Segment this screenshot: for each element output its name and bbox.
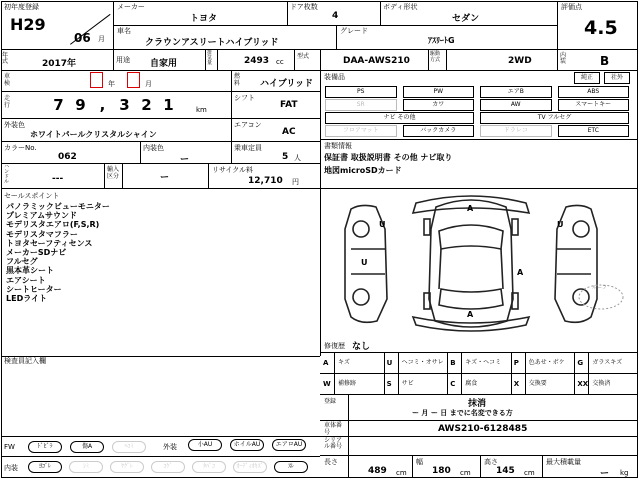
ext-color-label: 外装色 (4, 121, 25, 129)
sales-point-item: メーカーSDナビ (6, 248, 67, 258)
color-no-value: 062 (58, 152, 77, 162)
doors-label: ドア枚数 (290, 3, 318, 11)
diagram-mark: A (467, 204, 474, 213)
equipment-item: ABS (558, 86, 630, 98)
documents-line2: 地図microSDカード (324, 166, 402, 175)
condition-pill: ｼﾐ (69, 461, 103, 473)
height-label: 高さ (484, 458, 498, 466)
reg-month: 06 (74, 31, 91, 45)
maker-value: トヨタ (190, 14, 218, 24)
mileage-digit: 9 (75, 96, 86, 114)
legend-value: 色あせ・ボケ (528, 359, 565, 366)
sales-point-item: エアシート (6, 275, 46, 285)
fw-items (28, 440, 158, 454)
condition-pill: ﾍｺﾐ (112, 441, 146, 453)
sales-point-item: パノラミックビューモニター (6, 202, 110, 211)
aircon-label: エアコン (234, 121, 262, 129)
width-value: 180 (432, 466, 451, 476)
documents-line1: 保証書 取扱説明書 その他 ナビ取り (324, 153, 453, 162)
condition-pill: ホイルAU (230, 439, 264, 451)
legend-key: S (386, 380, 392, 388)
displacement-unit: cc (276, 58, 284, 66)
model-year-value: 2017年 (42, 59, 77, 69)
sales-points-list (6, 202, 246, 303)
equipment-item: SR (325, 99, 397, 111)
condition-pill: ｵｰﾃﾞｨｵｷｽﾞ (233, 461, 267, 473)
legend-value: ヘコミ・オサレ (401, 359, 444, 366)
height-value: 145 (496, 466, 515, 476)
maker-label: メーカー (117, 3, 145, 11)
int-color-value: ー (180, 155, 190, 165)
legend-value: キズ・ヘコミ (465, 359, 502, 366)
dimensions (320, 455, 638, 478)
legend-key: B (450, 359, 456, 367)
capacity-value: 5 (282, 152, 289, 162)
fw-label: FW (4, 443, 15, 451)
inspection-month-box[interactable] (127, 72, 140, 88)
diagram-mark: A (467, 310, 474, 319)
equipment-label: 装備品 (324, 73, 345, 81)
condition-pill: ﾀﾊﾞｺ (192, 461, 226, 473)
import-label: 輸入区分 (107, 166, 120, 180)
condition-pill: ｺｹﾞ (151, 461, 185, 473)
handle-label: ハンドル (4, 164, 10, 185)
recycle-unit: 円 (292, 178, 299, 186)
legend-key: XX (577, 380, 589, 388)
ext-label: 外装 (163, 443, 177, 451)
serial-label: シリアル番号 (324, 437, 343, 450)
load-label: 最大積載量 (546, 458, 581, 466)
equipment-item: カワ (403, 99, 475, 111)
shift-label: シフト (234, 94, 255, 102)
score-value: 4.5 (584, 17, 618, 39)
legend-key: X (513, 380, 520, 388)
equipment-item: AW (480, 99, 552, 111)
legend-value: 補修跡 (338, 380, 357, 387)
legend-value: ガラスキズ (592, 359, 623, 366)
capacity-label: 乗車定員 (234, 144, 262, 152)
recycle-label: リサイクル料 (212, 166, 254, 174)
model-code-value: DAA-AWS210 (343, 56, 410, 66)
handle-value: --- (52, 174, 64, 184)
car-rear-view (413, 317, 529, 331)
drive-value: 2WD (508, 56, 532, 66)
doors-value: 4 (332, 11, 339, 21)
repaint-value: なし (352, 342, 371, 352)
mileage-digit: 1 (163, 96, 174, 114)
model-year-label: 年式 (2, 52, 9, 65)
legend-key: C (450, 380, 456, 388)
sales-point-item: フルセグ (6, 257, 38, 267)
aircon-value: AC (282, 127, 296, 137)
model-code-label: 型式 (297, 53, 310, 60)
equipment-item: TV フルセグ (480, 112, 629, 124)
drive-label: 駆動方式 (430, 51, 441, 63)
displacement-label: 排気量 (207, 50, 213, 66)
reg-month-unit: 月 (98, 35, 105, 43)
condition-pill: ﾄﾞﾋﾞﾗ (28, 441, 62, 453)
mileage-digit: 3 (119, 96, 130, 114)
length-value: 489 (368, 466, 387, 476)
registration-deadline: ー 月 ー 日 までに名変できる方 (412, 409, 513, 417)
body-value: セダン (452, 14, 480, 24)
int-color-label: 内装色 (143, 144, 164, 152)
inspection-label: 車検 (4, 73, 11, 87)
legend-key: U (386, 359, 393, 367)
inspector-label: 検査員記入欄 (4, 357, 46, 365)
registration-status: 抹消 (468, 399, 487, 409)
equipment-item: スマートキー (558, 99, 630, 111)
sales-point-item: モデリスタマフラー (6, 229, 78, 239)
legend-value: 腐食 (465, 380, 478, 387)
sales-point-item: LEDライト (6, 294, 47, 304)
width-label: 幅 (416, 458, 423, 466)
equipment-item: ETC (558, 125, 630, 137)
registration-label: 登録 (324, 398, 337, 405)
color-no-label: カラーNo. (4, 144, 37, 152)
fuel-value: ハイブリッド (260, 79, 314, 89)
displacement-value: 2493 (244, 56, 270, 66)
condition-pill: ﾔｸﾞﾚ (110, 461, 144, 473)
chassis-value: AWS210-6128485 (438, 424, 528, 434)
equipment-item: ドラレコ (480, 125, 552, 137)
legend-value: キズ (338, 359, 350, 366)
mileage-unit: km (196, 106, 207, 114)
diagram-mark: U (361, 258, 368, 267)
usage-value: 自家用 (150, 59, 178, 69)
sales-points-label: セールスポイント (4, 192, 60, 200)
diagram-mark: U (379, 220, 386, 229)
load-unit: kg (620, 469, 629, 477)
repaint-label: 修復歴 (324, 342, 345, 350)
mileage-digit: 7 (53, 96, 64, 114)
equipment-item: フロアマット (325, 125, 397, 137)
interior-score-value: B (600, 54, 610, 68)
mileage-label: 走行 (4, 95, 11, 109)
length-unit: cm (396, 469, 407, 477)
inspection-year-box[interactable] (90, 72, 103, 88)
legend-key: A (323, 359, 329, 367)
legend-value: 交換要 (528, 380, 547, 387)
equipment-item: PS (325, 86, 397, 98)
sales-point-item: シートヒーター (6, 284, 62, 294)
legend-value: 交換済 (592, 380, 611, 387)
sales-point-item: 黒本革シート (6, 266, 54, 276)
inspection-month-unit: 月 (145, 80, 152, 88)
ext-items (188, 438, 318, 454)
first-reg-label: 初年度登録 (4, 3, 39, 11)
diagram-mark: A (517, 268, 524, 277)
car-top-view (429, 200, 513, 327)
capacity-unit: 人 (294, 154, 301, 162)
condition-pill: ﾖｺﾞﾚ (28, 461, 62, 473)
reg-era-year: H29 (10, 15, 46, 34)
equipment-tag-aftermarket: 社外 (604, 72, 630, 84)
sales-point-item: トヨタセーフティセンス (6, 238, 93, 248)
fuel-label: 燃料 (234, 73, 241, 87)
equipment-item: エアB (480, 86, 552, 98)
damage-diagram (321, 189, 638, 337)
legend-key: P (513, 359, 519, 367)
interior-score-label: 内装 (560, 52, 567, 65)
ext-color-value: ホワイトパールクリスタルシャイン (30, 130, 157, 139)
equipment-tag-genuine: 純正 (574, 72, 600, 84)
width-unit: cm (460, 469, 471, 477)
car-name-value: クラウンアスリートハイブリッド (145, 38, 279, 48)
import-value: ー (160, 173, 170, 183)
load-value: ー (600, 469, 610, 479)
diagram-mark: U (557, 220, 564, 229)
condition-pill: エアロAU (272, 439, 306, 451)
equipment-grid (325, 86, 635, 138)
equipment-item: ナビ その他 (325, 112, 474, 124)
equipment-item: バックカメラ (403, 125, 475, 137)
legend-key: W (323, 380, 331, 388)
usage-label: 用途 (116, 56, 130, 64)
height-unit: cm (524, 469, 535, 477)
grade-label: グレード (340, 27, 368, 35)
damage-legend (320, 352, 638, 394)
recycle-value: 12,710 (248, 176, 283, 186)
condition-pill: 小AU (188, 439, 222, 451)
score-label: 評価点 (561, 3, 582, 11)
legend-value: サビ (401, 380, 414, 387)
body-label: ボディ形状 (383, 3, 418, 11)
condition-pill: ｽﾚ (274, 461, 308, 473)
car-name-label: 車名 (117, 27, 131, 35)
length-label: 長さ (324, 458, 338, 466)
mileage-odometer (52, 96, 192, 116)
documents-label: 書類情報 (324, 142, 352, 150)
legend-key: G (577, 359, 584, 367)
condition-pill: 傷A (70, 441, 104, 453)
shift-value: FAT (280, 100, 298, 110)
grade-value: ｱｽﾘｰﾄG (428, 36, 455, 45)
interior-items (28, 460, 318, 474)
mileage-digit: 2 (141, 96, 152, 114)
roof-label: ルーフ (592, 285, 607, 291)
equipment-item: PW (403, 86, 475, 98)
sales-point-item: プレミアムサウンド (6, 211, 77, 221)
interior-label: 内装 (4, 464, 18, 472)
mileage-digit: , (99, 96, 106, 114)
sales-point-item: モデリスタエアロ(F,S,R) (6, 220, 100, 230)
chassis-label: 車体番号 (324, 422, 343, 436)
inspection-year-unit: 年 (108, 80, 115, 88)
